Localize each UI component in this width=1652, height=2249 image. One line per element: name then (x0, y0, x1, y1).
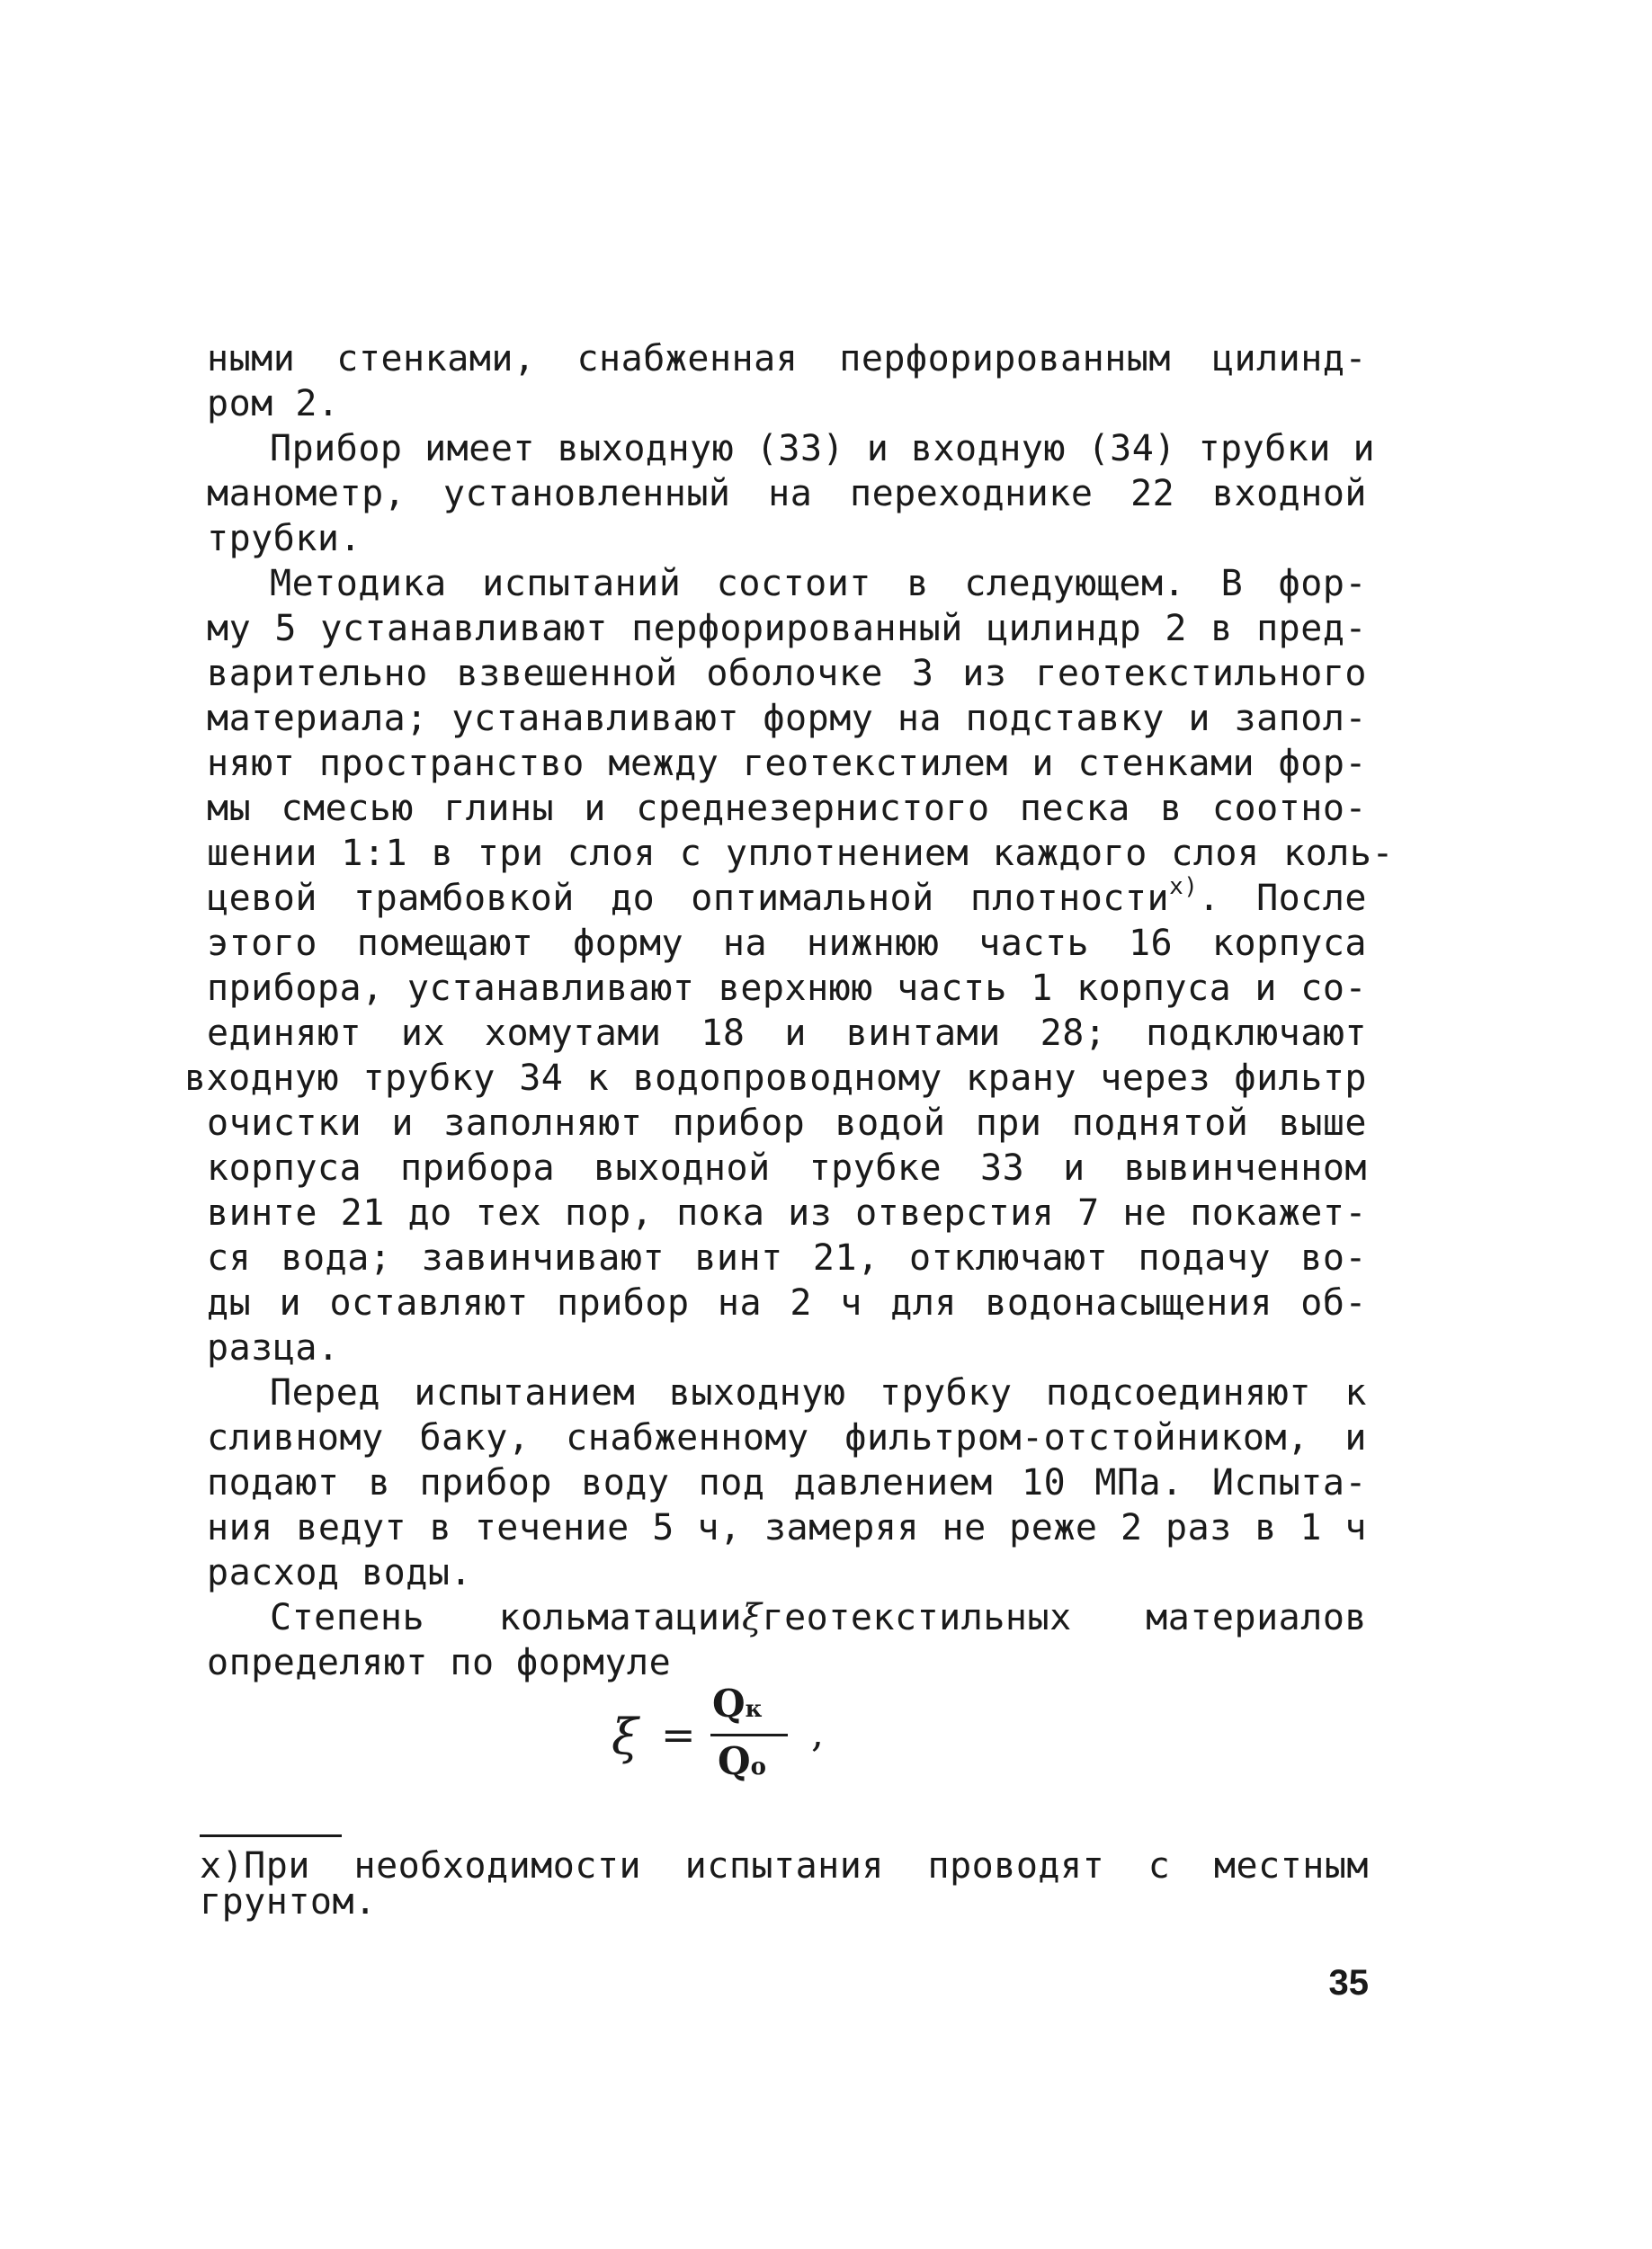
text-line: ными стенками, снабженная перфорированным цилинд- (207, 338, 1367, 379)
text-line: единяют их хомутами 18 и винтами 28; подключают (207, 1013, 1367, 1054)
footnote-rule (200, 1834, 342, 1837)
text-line: варительно взвешенной оболочке 3 из геотекстильного (207, 653, 1367, 694)
formula-denominator-subscript: о (750, 1754, 766, 1780)
text-line: прибора, устанавливают верхнюю часть 1 корпуса и со- (207, 968, 1367, 1009)
text-line: определяют по формуле (207, 1642, 672, 1683)
text-line-with-footnote-mark (207, 872, 1367, 921)
text-line: трубки. (207, 518, 362, 559)
formula (612, 1682, 845, 1798)
text-line: материала; устанавливают форму на подставку и запол- (207, 698, 1367, 739)
text-line: винте 21 до тех пор, пока из отверстия 7 не покажет- (207, 1192, 1367, 1234)
formula-comma: , (811, 1710, 824, 1756)
text-line: ды и оставляют прибор на 2 ч для водонасыщения об- (207, 1282, 1367, 1324)
formula-equals: = (661, 1710, 696, 1759)
text-line: разца. (207, 1327, 340, 1369)
text-line: мы смесью глины и среднезернистого песка в соотно- (207, 788, 1367, 829)
text-line: ния ведут в течение 5 ч, замеряя не реже 2 раз в 1 ч (207, 1507, 1367, 1548)
paragraph-start: Методика испытаний состоит в следующем. В фор- (270, 563, 1367, 604)
text-line: манометр, установленный на переходнике 22 входной (207, 473, 1367, 514)
fraction-bar (710, 1734, 788, 1736)
text-segment: геотекстильных материалов (762, 1597, 1367, 1638)
text-line: расход воды. (207, 1552, 472, 1593)
text-line: няют пространство между геотекстилем и стенками фор- (207, 743, 1367, 784)
paragraph-start: Прибор имеет выходную (33) и входную (34) трубки и (270, 428, 1376, 469)
text-segment: цевой трамбовкой до оптимальной плотности (207, 878, 1170, 919)
text-line: подают в прибор воду под давлением 10 МПа. Испыта- (207, 1462, 1367, 1504)
text-line: сливному баку, снабженному фильтром-отстойником, и (207, 1417, 1367, 1459)
text-segment: . После (1198, 878, 1367, 919)
paragraph-start: Перед испытанием выходную трубку подсоединяют к (270, 1372, 1367, 1414)
formula-numerator-symbol: Q (712, 1682, 746, 1726)
page-number: 35 (1328, 1963, 1369, 2003)
footnote-line: x)При необходимости испытания проводят с местным (200, 1845, 1369, 1887)
text-line: входную трубку 34 к водопроводному крану через фильтр (184, 1058, 1367, 1099)
formula-denominator-symbol: Q (718, 1739, 751, 1783)
formula-lhs: ξ (612, 1709, 638, 1765)
text-line: ром 2. (207, 383, 340, 424)
text-line: корпуса прибора выходной трубке 33 и вывинченном (207, 1147, 1367, 1189)
formula-numerator (712, 1682, 762, 1726)
text-line: этого помещают форму на нижнюю часть 16 корпуса (207, 923, 1367, 964)
text-line: очистки и заполняют прибор водой при поднятой выше (207, 1102, 1367, 1144)
text-line: ся вода; завинчивают винт 21, отключают подачу во- (207, 1237, 1367, 1279)
footnote-line: грунтом. (200, 1881, 377, 1923)
text-segment: Степень кольматации (270, 1597, 742, 1638)
text-line: шении 1:1 в три слоя с уплотнением каждого слоя коль- (207, 833, 1394, 874)
formula-denominator (718, 1739, 766, 1783)
paragraph-start-with-symbol (270, 1595, 1367, 1640)
formula-numerator-subscript: к (745, 1696, 763, 1723)
footnote-marker: x) (1169, 872, 1199, 900)
text-line: му 5 устанавливают перфорированный цилиндр 2 в пред- (207, 608, 1367, 649)
xi-symbol: ξ (741, 1597, 763, 1638)
